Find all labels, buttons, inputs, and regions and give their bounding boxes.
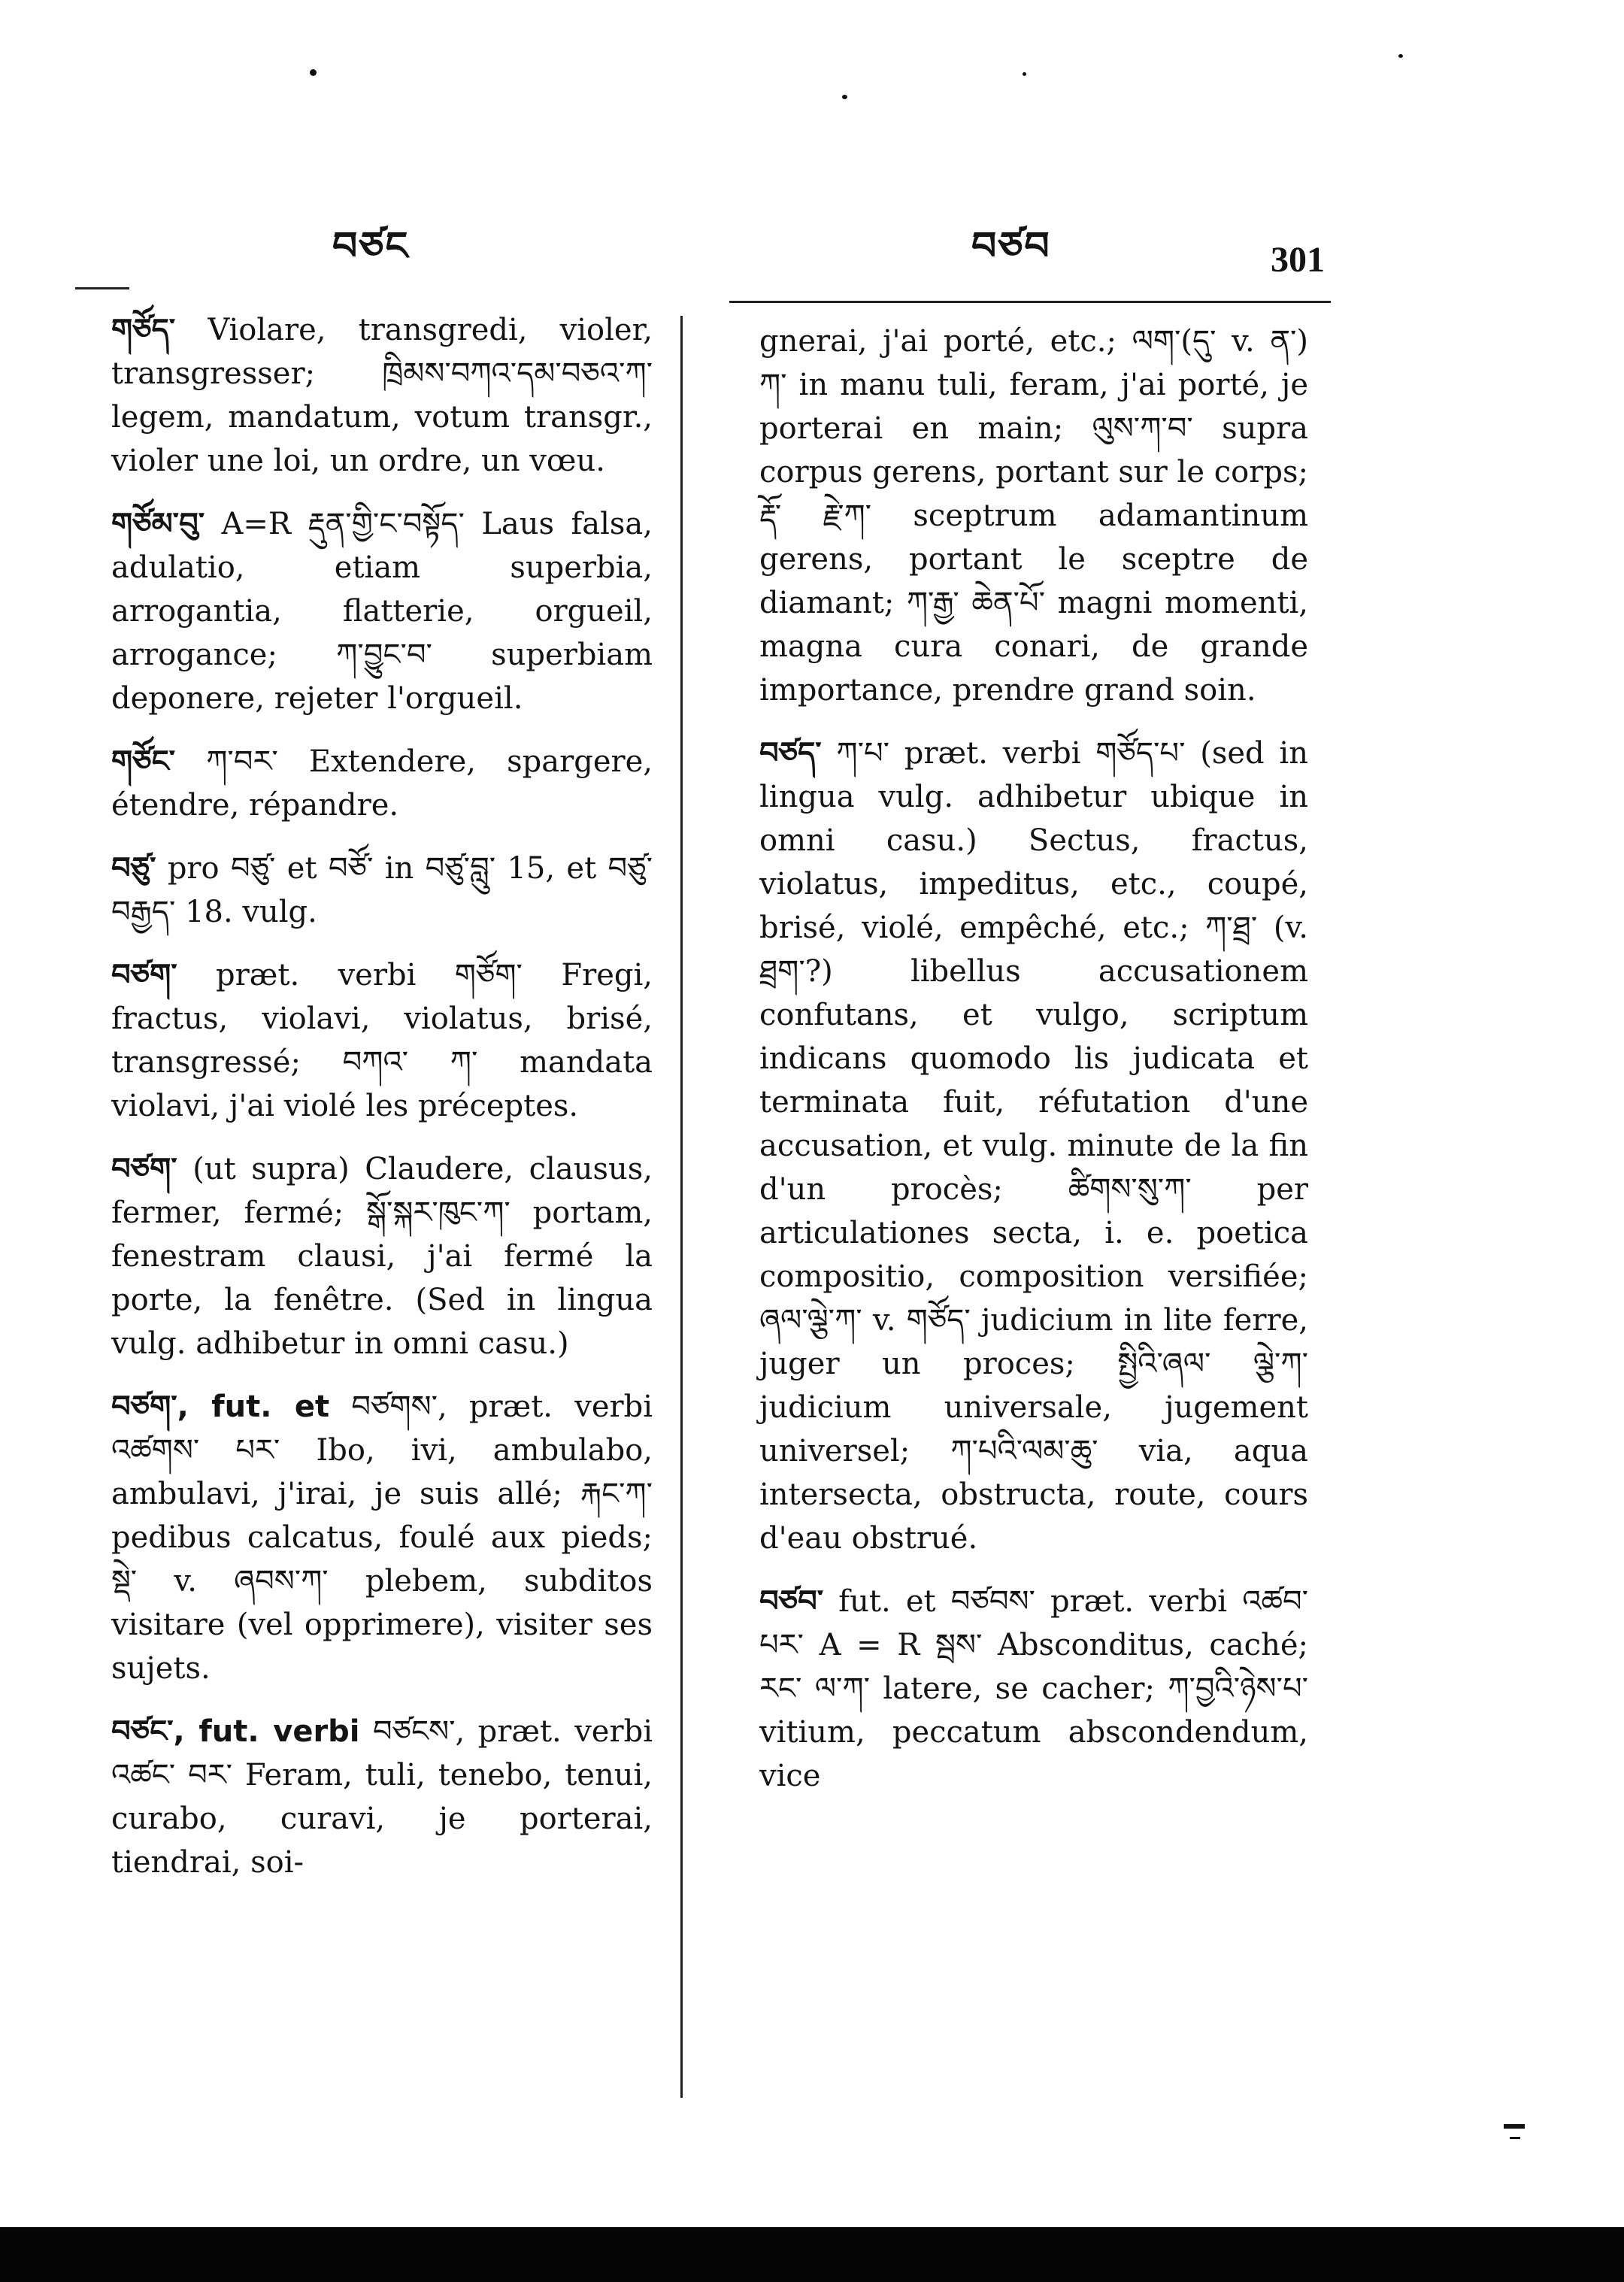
entry-text: A=R རྡུན་གྱི་ང་བསྟོད་ Laus falsa, adulatio, etiam superbia, arrogantia, flatterie, orgueil, arrogance; ཀ་བྱུང་བ་ superbiam deponere, rejeter l'orgueil. <box>111 507 653 716</box>
entry-headword: བཙུ་ <box>111 851 156 886</box>
entry <box>111 740 653 827</box>
margin-mark <box>1510 2137 1520 2139</box>
entry-text: (ut supra) Claudere, clausus, fermer, fermé; སྒོ་སྐར་ཁུང་ཀ་ portam, fenestram clausi, j'ai fermé la porte, la fenêtre. (Sed in lingua vulg. adhibetur in omni casu.) <box>111 1152 653 1361</box>
speck <box>1023 72 1026 76</box>
left-header: བཙང <box>332 224 410 269</box>
entry <box>111 953 653 1128</box>
speck <box>842 95 847 99</box>
scan-bottom-bar <box>0 2227 1624 2282</box>
entry-text: Violare, transgredi, violer, transgresser; ཁྲིམས་བཀའ་དམ་བཅའ་ཀ་ legem, mandatum, votum transgr., violer une loi, un ordre, un vœu. <box>111 313 653 478</box>
entry <box>111 1385 653 1690</box>
right-header: བཙབ <box>971 224 1051 269</box>
right-column <box>759 320 1308 1817</box>
entry-text: ཀ་པ་ præt. verbi གཙོད་པ་ (sed in lingua vulg. adhibetur ubique in omni casu.) Sectus, fractus, violatus, impeditus, etc., coupé, brisé, violé, empêché, etc.; ཀ་ཐྲ་ (v. ཐྲག་?) libellus accusationem confutans, et vulgo, scriptum indicans quomodo lis judicata et terminata fuit, réfutation d'une accusation, et vulg. minute de la fin d'un procès; ཚིགས་སུ་ཀ་ per articulationes secta, i. e. poetica compositio, composition versifiée; ཞལ་ལྕེ་ཀ་ v. གཙོད་ judicium in lite ferre, juger un proces; སྤྱིའི་ཞལ་ ལྕེ་ཀ་ judicium universale, jugement universel; ཀ་པའི་ལམ་ཆུ་ via, aqua intersecta, obstructa, route, cours d'eau obstrué. <box>759 736 1308 1556</box>
entry-text: ཀ་བར་ Extendere, spargere, étendre, répandre. <box>111 744 653 823</box>
entry-text: gnerai, j'ai porté, etc.; ལག་(དུ་ v. ན་) ཀ་ in manu tuli, feram, j'ai porté, je porterai en main; ལུས་ཀ་བ་ supra corpus gerens, portant sur le corps; རྡོ་ རྗེ་ཀ་ sceptrum adamantinum gerens, portant le sceptre de diamant; ཀ་རྒྱ་ ཆེན་པོ་ magni momenti, magna cura conari, de grande importance, prendre grand soin. <box>759 324 1308 708</box>
header-rule-right <box>729 301 1331 303</box>
entry-headword: བཙང་, fut. verbi <box>111 1714 360 1749</box>
margin-mark <box>1504 2124 1525 2129</box>
left-column <box>111 308 653 1904</box>
entry <box>111 502 653 720</box>
speck <box>310 69 317 76</box>
entry <box>759 732 1308 1560</box>
entry-headword: བཙག་ <box>111 958 177 993</box>
page-number: 301 <box>1271 240 1325 280</box>
entry-headword: གཙོང་ <box>111 744 176 779</box>
entry <box>111 1710 653 1884</box>
entry <box>111 1147 653 1365</box>
entry-headword: བཙག་, fut. et <box>111 1390 330 1424</box>
entry <box>111 308 653 483</box>
header-rule-left <box>75 287 129 289</box>
entry <box>759 1580 1308 1798</box>
entry-text: pro བཙུ་ et བཙོ་ in བཙུ་བླུ་ 15, et བཙུ་ བརྒྱད་ 18. vulg. <box>111 851 653 929</box>
entry <box>111 847 653 934</box>
entry-headword: བཙབ་ <box>759 1584 824 1619</box>
entry-text: བཙངས་, præt. verbi འཚང་ བར་ Feram, tuli, tenebo, tenui, curabo, curavi, je porterai, tiendrai, soi- <box>111 1714 653 1880</box>
entry <box>759 320 1308 712</box>
entry-text: བཙགས་, præt. verbi འཚགས་ པར་ Ibo, ivi, ambulabo, ambulavi, j'irai, je suis allé; རྐང་ཀ་ pedibus calcatus, foulé aux pieds; སྡེ་ v. ཞབས་ཀ་ plebem, subditos visitare (vel opprimere), visiter ses sujets. <box>111 1390 653 1686</box>
entry-headword: བཙད་ <box>759 736 822 771</box>
column-divider <box>680 316 683 2098</box>
entry-text: præt. verbi གཙོག་ Fregi, fractus, violavi, violatus, brisé, transgressé; བཀའ་ ཀ་ mandata violavi, j'ai violé les préceptes. <box>111 958 653 1123</box>
entry-headword: གཙོམ་བུ་ <box>111 507 205 541</box>
speck <box>1398 54 1403 58</box>
entry-headword: གཙོད་ <box>111 313 176 347</box>
entry-headword: བཙག་ <box>111 1152 177 1186</box>
entry-text: fut. et བཙབས་ præt. verbi འཚབ་པར་ A = R སྦས་ Absconditus, caché; རང་ ལ་ཀ་ latere, se cacher; ཀ་བྱའི་ཉེས་པ་ vitium, peccatum abscondendum, vice <box>759 1584 1308 1793</box>
